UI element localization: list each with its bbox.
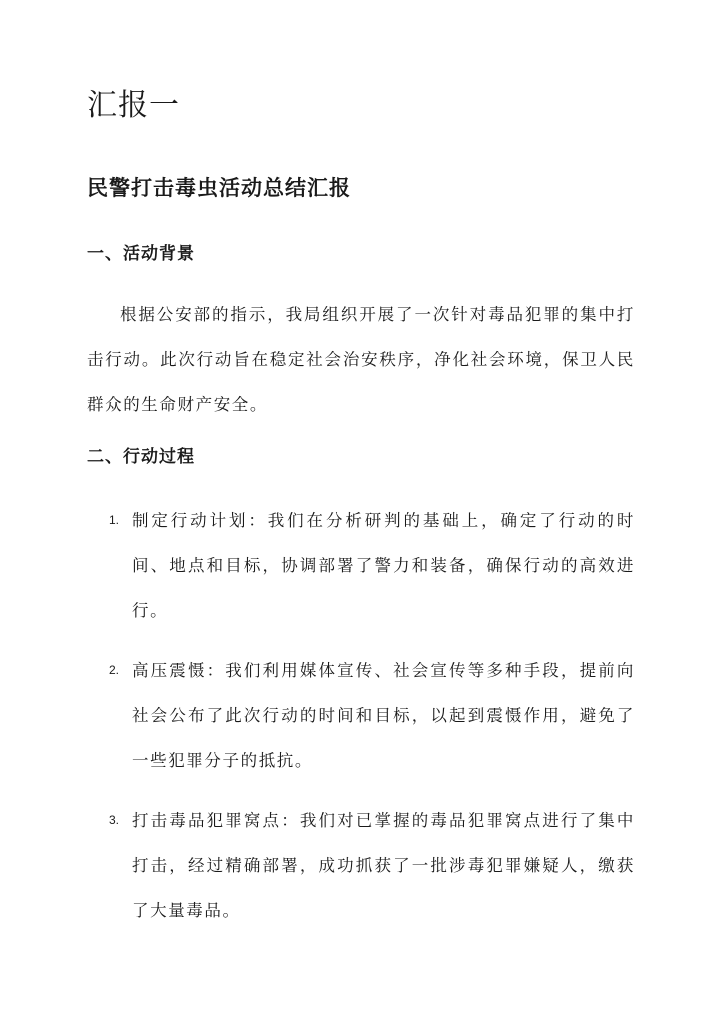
list-item-number: 3. [109,813,120,827]
report-title: 民警打击毒虫活动总结汇报 [87,175,351,200]
list-item-text: 制定行动计划：我们在分析研判的基础上，确定了行动的时间、地点和目标，协调部署了警力和装备，确保行动的高效进行。 [132,511,635,620]
section-heading-background: 一、活动背景 [87,244,195,264]
document-title: 汇报一 [87,88,180,123]
list-item [87,648,635,783]
list-item-text: 高压震慑：我们利用媒体宣传、社会宣传等多种手段，提前向社会公布了此次行动的时间和目标，以起到震慑作用，避免了一些犯罪分子的抵抗。 [132,661,635,770]
list-item-number: 2. [109,663,120,677]
process-list [87,498,635,948]
list-item-text: 打击毒品犯罪窝点：我们对已掌握的毒品犯罪窝点进行了集中打击，经过精确部署，成功抓获了一批涉毒犯罪嫌疑人，缴获了大量毒品。 [132,811,635,920]
section-heading-process: 二、行动过程 [87,447,195,467]
list-item [87,498,635,633]
list-item-number: 1. [109,513,120,527]
list-item [87,798,635,933]
background-paragraph: 根据公安部的指示，我局组织开展了一次针对毒品犯罪的集中打击行动。此次行动旨在稳定社会治安秩序，净化社会环境，保卫人民群众的生命财产安全。 [87,305,635,414]
